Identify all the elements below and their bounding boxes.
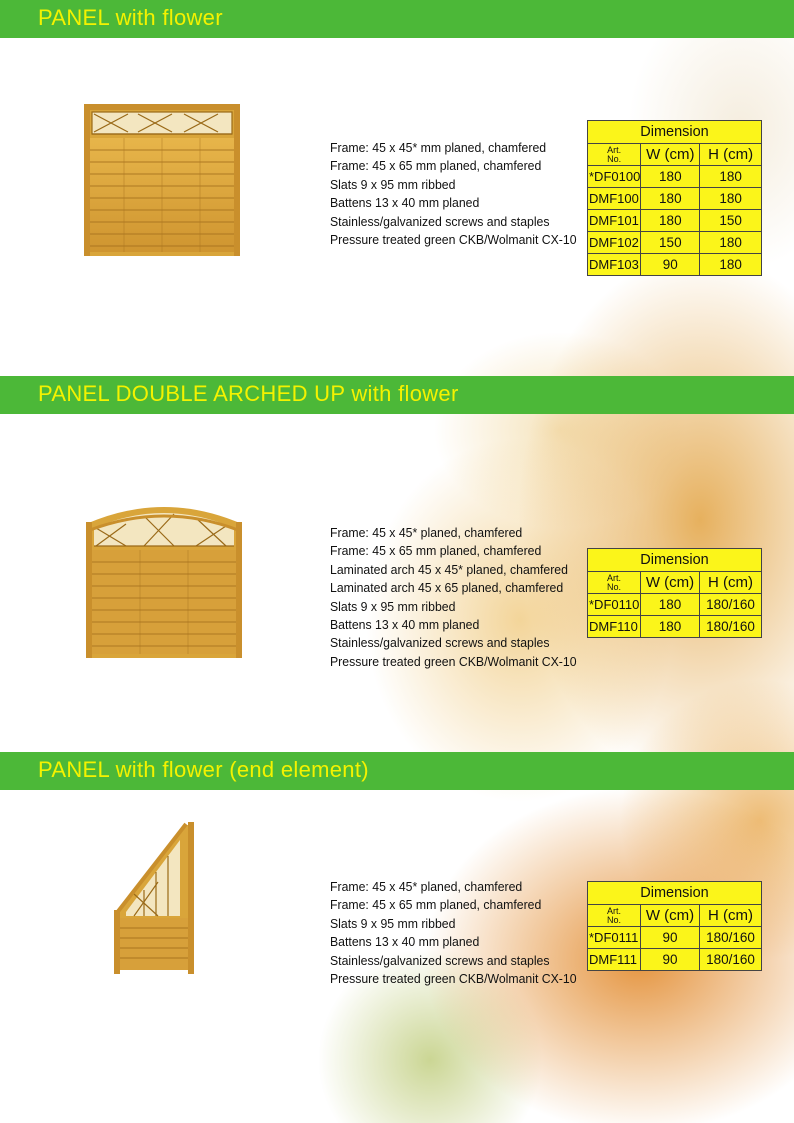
spec-line: Frame: 45 x 65 mm planed, chamfered [330,897,542,913]
art-no-header: Art. No. [588,572,641,594]
table-title: Dimension [588,549,762,572]
table-row [588,594,762,616]
width-cell: 180 [641,210,700,232]
spec-line: Slats 9 x 95 mm ribbed [330,598,456,614]
width-cell: 180 [641,616,700,638]
spec-line: Laminated arch 45 x 45* planed, chamfered [330,561,568,577]
width-header: W (cm) [641,144,700,166]
art-no-cell: *DF0100 [588,166,641,188]
art-no-cell: *DF0111 [588,927,641,949]
height-header: H (cm) [700,572,762,594]
spec-line: Frame: 45 x 45* planed, chamfered [330,879,523,894]
spec-line: Slats 9 x 95 mm ribbed [330,915,456,931]
table-row [588,927,762,949]
panel-with-flower-photo [84,104,240,256]
specs-list [330,524,595,671]
dimension-table [587,881,762,971]
height-cell: 180 [700,166,762,188]
height-cell: 180 [700,254,762,276]
spec-line: Stainless/galvanized screws and staples [330,213,550,229]
height-cell: 180/160 [700,927,762,949]
spec-line: Frame: 45 x 45* planed, chamfered [330,525,523,540]
panel-double-arched-photo [86,494,242,658]
table-row [588,616,762,638]
spec-line: Stainless/galvanized screws and staples [330,952,550,968]
spec-line: Pressure treated green CKB/Wolmanit CX-10 [330,653,577,669]
spec-line: Battens 13 x 40 mm planed [330,195,480,211]
width-cell: 180 [641,188,700,210]
art-no-cell: DMF111 [588,949,641,971]
spec-line: Laminated arch 45 x 65 planed, chamfered [330,580,564,596]
section-header-2 [0,376,794,414]
art-no-header: Art. No. [588,144,641,166]
table-row [588,232,762,254]
width-cell: 150 [641,232,700,254]
section-title: PANEL with flower [38,5,223,30]
dimension-table [587,548,762,638]
height-cell: 180/160 [700,594,762,616]
art-no-cell: DMF101 [588,210,641,232]
table-row [588,210,762,232]
spec-line: Battens 13 x 40 mm planed [330,617,480,633]
width-header: W (cm) [641,905,700,927]
dimension-table [587,120,762,276]
spec-line: Stainless/galvanized screws and staples [330,635,550,651]
height-cell: 150 [700,210,762,232]
width-cell: 180 [641,166,700,188]
height-header: H (cm) [700,144,762,166]
table-row [588,254,762,276]
table-row [588,949,762,971]
art-no-cell: DMF102 [588,232,641,254]
height-cell: 180/160 [700,616,762,638]
spec-line: Battens 13 x 40 mm planed [330,934,480,950]
table-row [588,166,762,188]
width-cell: 90 [641,927,700,949]
section-title: PANEL with flower (end element) [38,757,369,782]
spec-line: Pressure treated green CKB/Wolmanit CX-10 [330,971,577,987]
width-cell: 90 [641,254,700,276]
section-header-3 [0,752,794,790]
section-header-1 [0,0,794,38]
art-no-cell: DMF103 [588,254,641,276]
height-cell: 180/160 [700,949,762,971]
height-cell: 180 [700,188,762,210]
specs-list [330,878,595,988]
table-row [588,188,762,210]
width-header: W (cm) [641,572,700,594]
spec-line: Pressure treated green CKB/Wolmanit CX-10 [330,232,577,248]
spec-line: Frame: 45 x 65 mm planed, chamfered [330,158,542,174]
height-header: H (cm) [700,905,762,927]
width-cell: 90 [641,949,700,971]
art-no-cell: DMF100 [588,188,641,210]
art-no-header: Art. No. [588,905,641,927]
spec-line: Slats 9 x 95 mm ribbed [330,176,456,192]
spec-line: Frame: 45 x 45* mm planed, chamfered [330,140,547,155]
width-cell: 180 [641,594,700,616]
height-cell: 180 [700,232,762,254]
section-title: PANEL DOUBLE ARCHED UP with flower [38,381,459,406]
art-no-cell: DMF110 [588,616,641,638]
spec-line: Frame: 45 x 65 mm planed, chamfered [330,543,542,559]
specs-list [330,139,595,249]
panel-end-element-photo [114,820,194,974]
art-no-cell: *DF0110 [588,594,641,616]
table-title: Dimension [588,882,762,905]
table-title: Dimension [588,121,762,144]
